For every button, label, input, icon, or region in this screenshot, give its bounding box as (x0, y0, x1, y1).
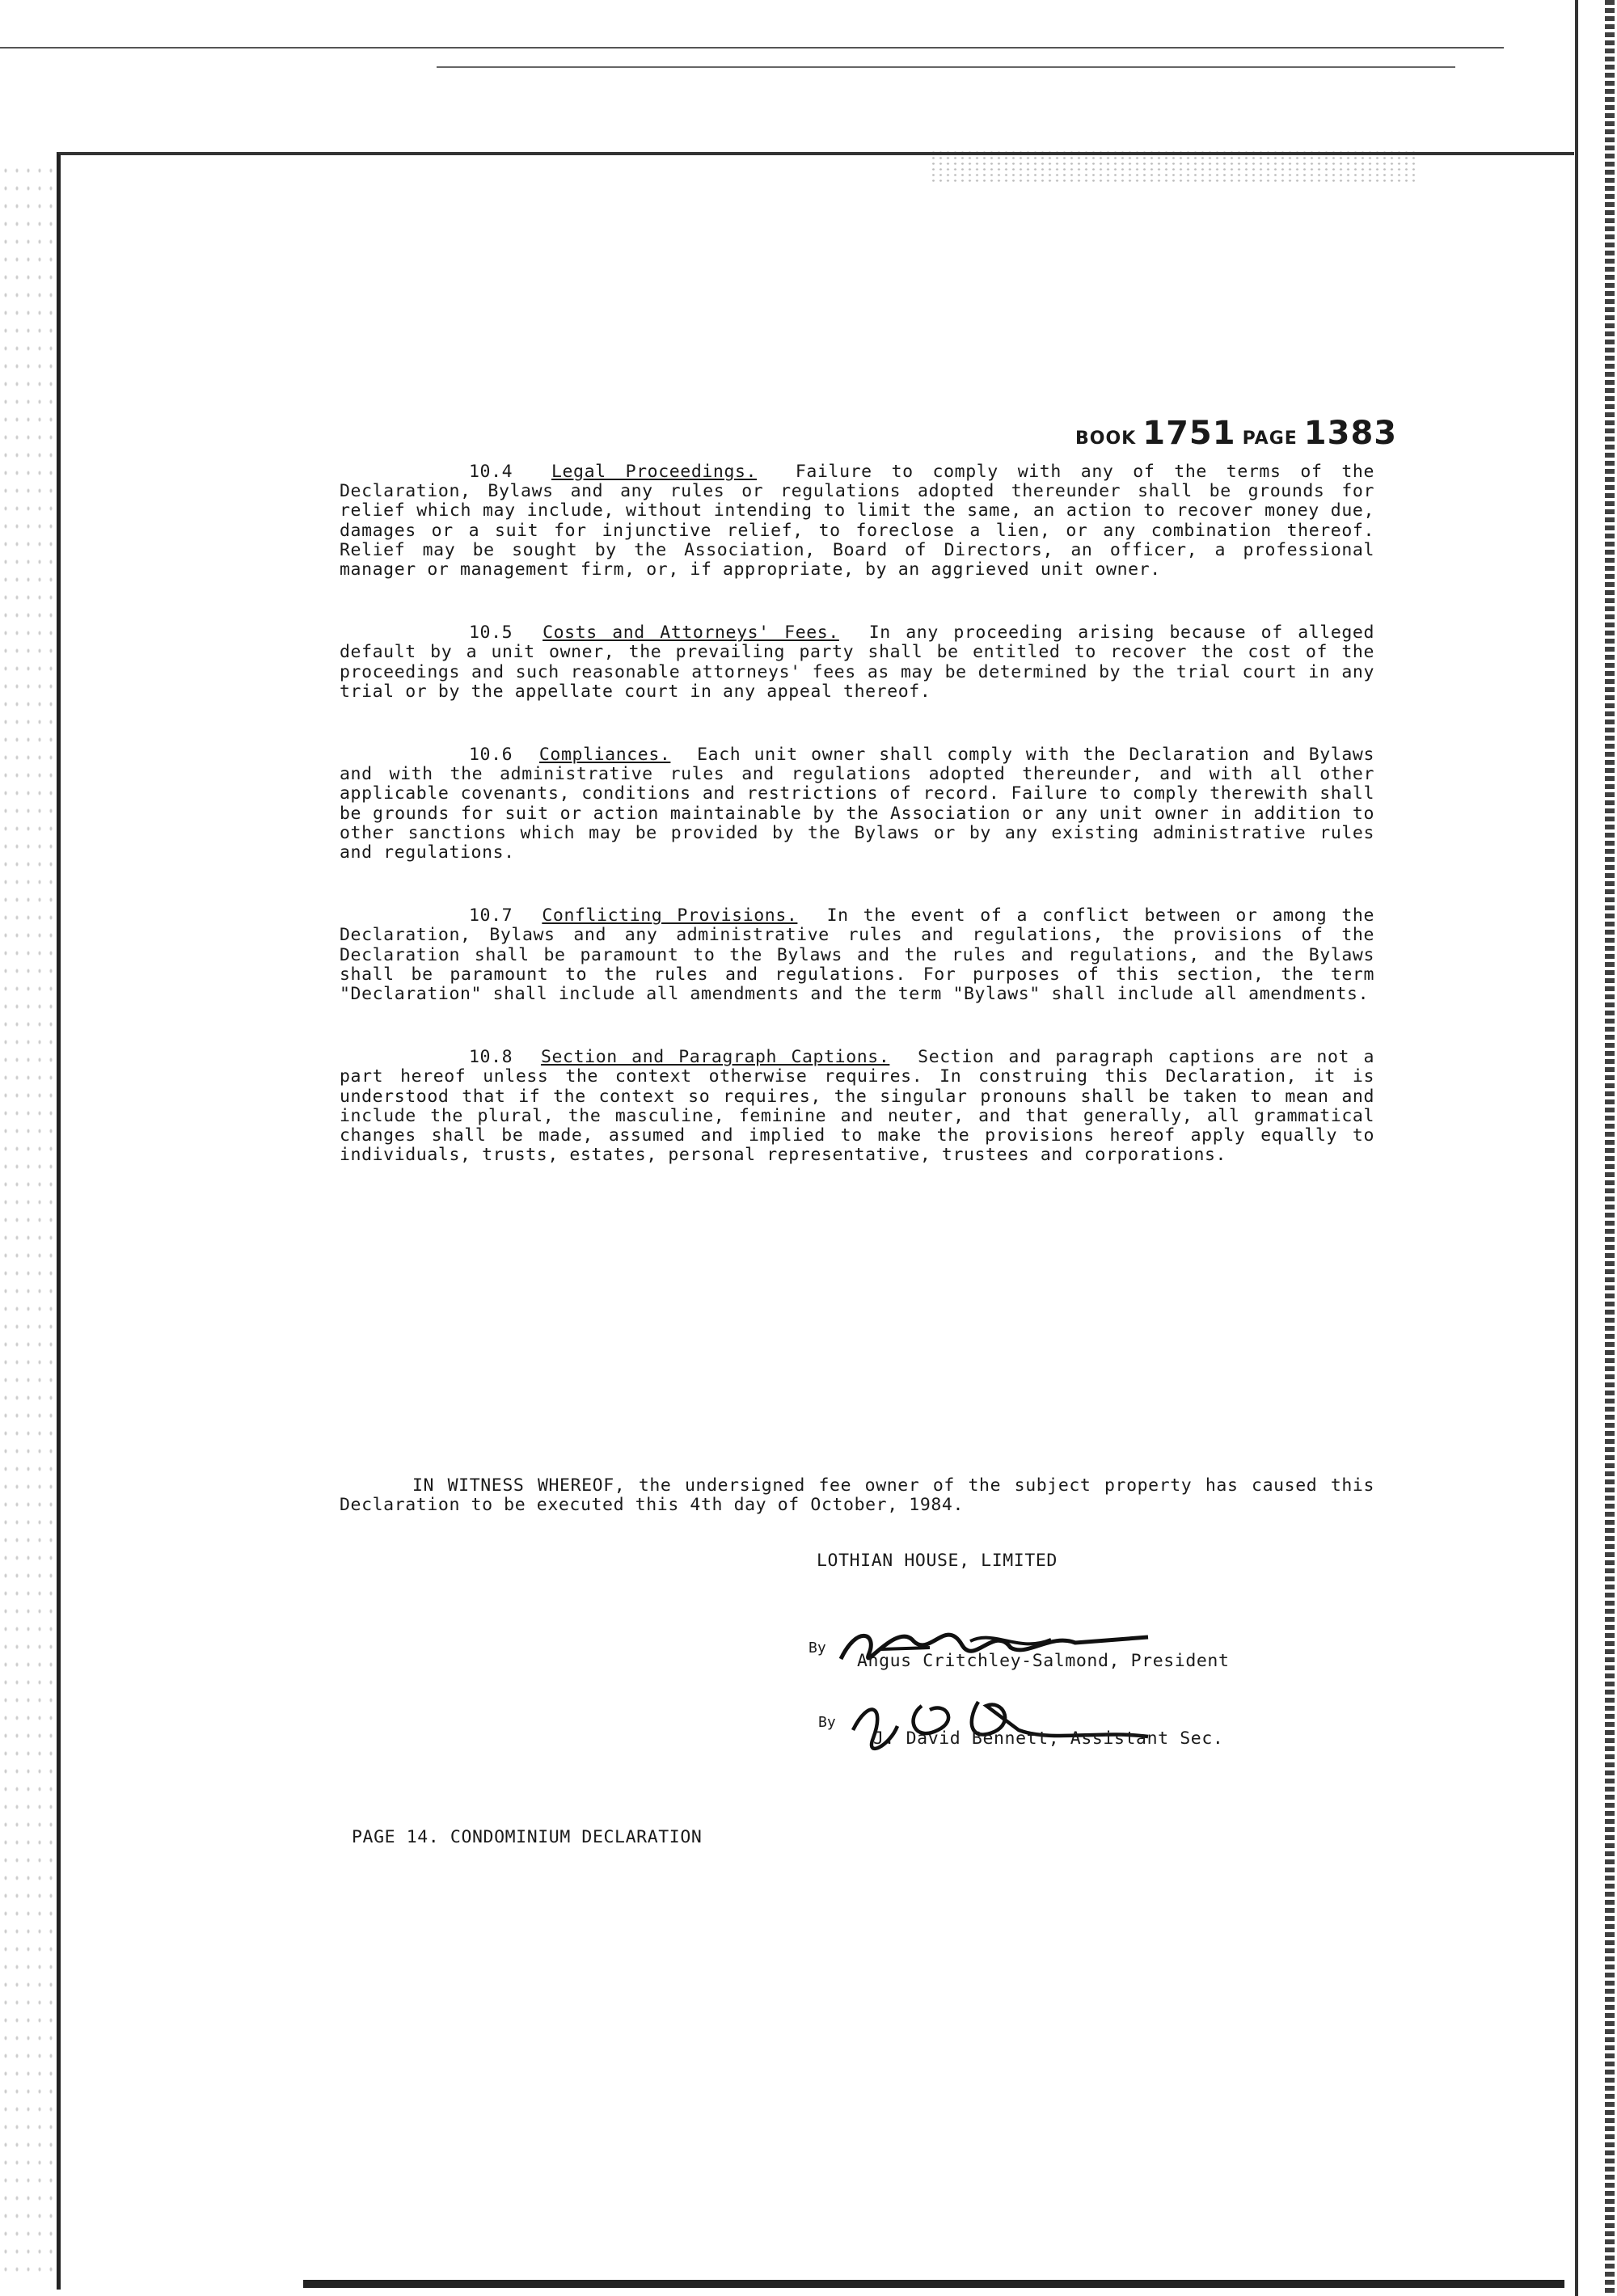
section-title: Costs and Attorneys' Fees. (543, 623, 839, 644)
section-number: 10.4 (469, 462, 513, 482)
section-number: 10.5 (469, 623, 513, 644)
signature-block (808, 1609, 1358, 1762)
book-number: 1751 (1142, 415, 1236, 452)
section-10-6 (340, 745, 1374, 863)
section-text: In any proceeding arising because of alleged default by a unit owner, the prevailing party shall be entitled to recover the cost of the proceedings and such reasonable attorneys' fees as may be determined by the trial court in any trial or by the appellate court in any appeal thereof. (340, 623, 1375, 702)
witness-clause (340, 1476, 1374, 1515)
page-prefix: PAGE (1242, 428, 1298, 449)
section-title: Section and Paragraph Captions. (540, 1047, 890, 1068)
book-page-reference (1075, 415, 1397, 452)
page-number: 1383 (1303, 415, 1398, 452)
by-label: By (808, 1640, 826, 1657)
section-10-5 (340, 623, 1374, 702)
scan-noise (0, 162, 57, 2280)
document-body (340, 462, 1374, 1209)
section-text: Each unit owner shall comply with the Declaration and Bylaws and with the administrative rules and regulations adopted thereunder, and with all other applicable covenants, conditions and restrictions of record. Failure to comply therewith shall be grounds for suit or action maintainable by the Association or any unit owner in addition to other sanctions which may be provided by the Bylaws or by any existing administrative rules and regulations. (340, 745, 1374, 863)
section-text: Section and paragraph captions are not a part hereof unless the context otherwise requires. In construing this Declaration, it is understood that if the context so requires, the singular pronouns shall be taken to mean and include the plural, the masculine, feminine and neuter, and that generally, all grammatical changes shall be made, assumed and implied to make the provisions hereof apply equally to individuals, trusts, estates, personal representative, trustees and corporations. (340, 1047, 1374, 1166)
signer-1-name: Angus Critchley-Salmond, President (857, 1651, 1230, 1671)
section-text: Failure to comply with any of the terms of the Declaration, Bylaws and any rules or regulations adopted thereunder shall be grounds for relief which may include, without intending to limit the same, an action to recover money due, damages or a suit for injunctive relief, to foreclose a lien, or any combination thereof. Relief may be sought by the Association, Board of Directors, an officer, a professional manager or management firm, or, if appropriate, by an aggrieved unit owner. (340, 462, 1375, 580)
section-10-7 (340, 906, 1374, 1004)
book-prefix: BOOK (1075, 428, 1137, 449)
section-title: Conflicting Provisions. (542, 905, 798, 926)
section-title: Legal Proceedings. (551, 462, 758, 482)
page-edge (1575, 0, 1578, 2296)
company-name: LOTHIAN HOUSE, LIMITED (817, 1551, 1058, 1571)
section-number: 10.8 (469, 1047, 513, 1068)
section-title: Compliances. (538, 745, 671, 766)
section-10-4 (340, 462, 1374, 580)
scan-artifact-rule (0, 47, 1504, 49)
page-footer: PAGE 14. CONDOMINIUM DECLARATION (352, 1827, 703, 1847)
section-10-8 (340, 1048, 1374, 1165)
scan-artifact-rule (437, 66, 1455, 68)
scan-edge-strip (1605, 0, 1615, 2296)
section-number: 10.6 (469, 745, 513, 766)
signer-2-name: J. David Bennett, Assistant Sec. (873, 1728, 1224, 1749)
by-label: By (818, 1714, 836, 1731)
witness-text: IN WITNESS WHEREOF, the undersigned fee owner of the subject property has caused this Declaration to be executed this 4th day of October, 1984. (340, 1475, 1374, 1516)
scan-bottom-bar (303, 2280, 1564, 2288)
section-number: 10.7 (469, 905, 513, 926)
section-text: In the event of a conflict between or among the Declaration, Bylaws and any administrative rules and regulations, the provisions of the Declaration shall be paramount to the Bylaws and the rules and regulations, and the Bylaws shall be paramount to the rules and regulations. For purposes of this section, the term "Declaration" shall include all amendments and the term "Bylaws" shall include all amendments. (340, 905, 1375, 1005)
